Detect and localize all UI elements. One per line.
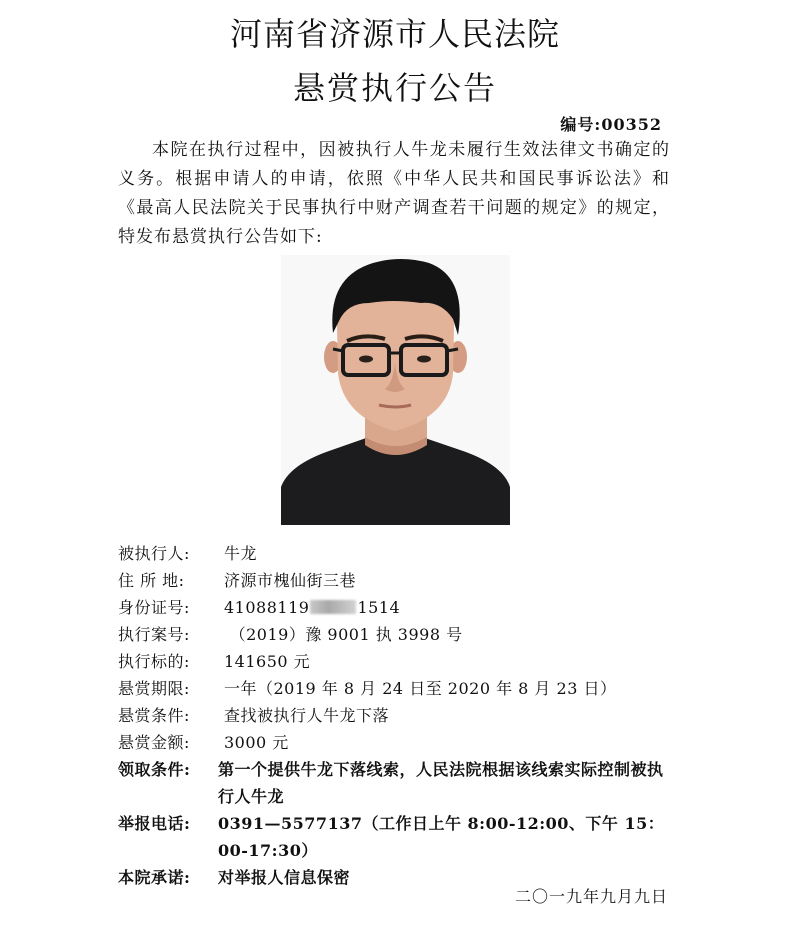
detail-value: 0391—5577137（工作日上午 8:00-12:00、下午 15：00-17:30） [218,814,665,860]
detail-row-reward-condition [118,702,678,729]
detail-value: 对举报人信息保密 [218,868,351,887]
detail-label: 执行案号: [118,625,190,644]
intro-paragraph: 本院在执行过程中，因被执行人牛龙未履行生效法律文书确定的义务。根据申请人的申请，依照《中华人民共和国民事诉讼法》和《最高人民法院关于民事执行中财产调查若干问题的规定》的规定，特发布悬赏执行公告如下: [118,140,670,247]
detail-row-id-number [118,594,678,621]
detail-value [224,594,678,621]
detail-value: 济源市槐仙街三巷 [224,571,357,590]
detail-label: 悬赏条件: [118,706,190,725]
detail-row-reward-period [118,675,678,702]
detail-value: 牛龙 [224,544,258,563]
detail-row-name [118,540,678,567]
detail-value: 141650 元 [224,652,311,671]
detail-row-target-amount [118,648,678,675]
detail-label: 领取条件: [118,760,191,779]
detail-value: （2019）豫 9001 执 3998 号 [224,625,463,644]
id-number-prefix: 41088119 [224,598,310,617]
detail-label: 本院承诺: [118,868,191,887]
detail-row-reward-amount [118,729,678,756]
detail-row-report-phone [118,810,678,864]
detail-row-claim-condition [118,756,678,810]
detail-label: 住 所 地: [118,571,185,590]
notice-title: 悬赏执行公告 [292,69,497,107]
detail-label: 身份证号: [118,598,190,617]
detail-value: 一年（2019 年 8 月 24 日至 2020 年 8 月 23 日） [224,679,617,698]
id-number-redaction [310,600,356,614]
issue-date: 二〇一九年九月九日 [514,887,668,906]
details-list [118,540,678,891]
serial-value: 00352 [601,115,662,134]
detail-row-address [118,567,678,594]
detail-label: 被执行人: [118,544,190,563]
court-name: 河南省济源市人民法院 [229,15,560,53]
id-number-suffix: 1514 [357,598,401,617]
detail-label: 举报电话: [118,814,191,833]
detail-row-case-number [118,621,678,648]
detail-value: 3000 元 [224,733,289,752]
person-photo [281,255,510,525]
serial-label: 编号: [560,115,602,134]
detail-label: 悬赏期限: [118,679,190,698]
detail-value: 查找被执行人牛龙下落 [224,706,390,725]
detail-label: 悬赏金额: [118,733,190,752]
detail-value: 第一个提供牛龙下落线索，人民法院根据该线索实际控制被执行人牛龙 [218,760,664,806]
serial-number [560,114,662,136]
detail-label: 执行标的: [118,652,190,671]
